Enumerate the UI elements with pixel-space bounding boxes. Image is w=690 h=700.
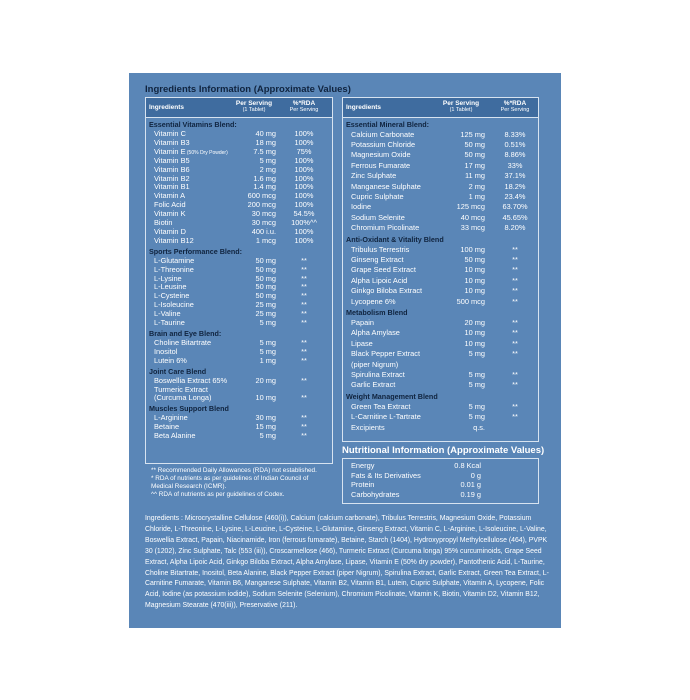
nutrient-value: 0.19 g	[460, 489, 481, 499]
nutrient-value: 0.8 Kcal	[454, 461, 481, 470]
ingredient-rda: **	[301, 431, 307, 441]
ingredient-amount: 50 mg	[255, 264, 276, 274]
ingredient-rda: **	[512, 317, 518, 327]
ingredient-name: Ginseng Extract	[351, 254, 404, 264]
table-header	[146, 98, 332, 118]
nutrient-value: 0.01 g	[460, 480, 481, 489]
ingredient-name: Beta Alanine	[154, 431, 196, 441]
ingredient-rda: 8.33%	[504, 129, 526, 139]
ingredient-name: L-Valine	[154, 309, 181, 319]
ingredient-name: Garlic Extract	[351, 380, 396, 390]
ingredient-rda: 0.51%	[504, 139, 526, 149]
ingredient-amount: 5 mg	[468, 369, 485, 379]
ingredient-name: Choline Bitartrate	[154, 337, 212, 347]
ingredient-amount: 5 mg	[259, 337, 276, 347]
ingredient-rda: **	[301, 318, 307, 327]
ingredient-rda: 100%	[294, 129, 314, 138]
ingredient-name: Lutein 6%	[154, 355, 187, 365]
ingredient-rda: **	[512, 369, 518, 379]
ingredient-rda: 100%	[294, 164, 314, 174]
ingredient-amount: 18 mg	[255, 137, 276, 147]
ingredient-rda: 100%	[294, 191, 314, 201]
ingredient-rda: **	[301, 346, 307, 356]
ingredient-name: Manganese Sulphate	[351, 181, 421, 191]
ingredient-note: (50% Dry Powder)	[185, 149, 228, 156]
ingredient-rda: 100%	[294, 226, 314, 236]
ingredient-amount: 50 mg	[464, 139, 485, 149]
ingredient-name: Tribulus Terrestris	[351, 244, 410, 254]
ingredient-name: L-Lysine	[154, 273, 182, 283]
ingredient-amount: 125 mcg	[456, 202, 485, 212]
ingredient-name: Vitamin B3	[154, 137, 190, 147]
footnote-line: * RDA of nutrients as per guidelines of Indian Council of	[151, 475, 309, 482]
ingredient-name: Grape Seed Extract	[351, 265, 416, 275]
nutrient-value: 0 g	[470, 470, 481, 480]
ingredient-rda: **	[301, 422, 307, 432]
header-rda-sub: Per Serving	[289, 107, 319, 113]
ingredient-name: Vitamin A	[154, 191, 186, 201]
ingredient-name: L-Threonine	[154, 264, 194, 274]
ingredient-amount: 11 mg	[465, 171, 485, 181]
header-rda	[282, 100, 326, 114]
ingredient-name: Ginkgo Biloba Extract	[351, 286, 423, 296]
ingredient-amount: 50 mg	[255, 291, 276, 301]
section-title: Joint Care Blend	[149, 366, 207, 376]
header-per-serving	[439, 100, 483, 114]
ingredient-rda: **	[512, 244, 518, 254]
ingredient-rda: 45.65%	[502, 212, 528, 222]
ingredient-amount: 1.4 mg	[253, 182, 276, 192]
ingredient-amount: 5 mg	[468, 401, 485, 411]
ingredient-name: Black Pepper Extract	[351, 349, 421, 359]
ingredient-amount: 25 mg	[255, 300, 276, 310]
ingredient-amount: 5 mg	[468, 349, 485, 359]
ingredient-name: Potassium Chloride	[351, 139, 416, 149]
ingredient-amount: 2 mg	[468, 181, 485, 191]
ingredient-amount: 400 i.u.	[251, 226, 276, 236]
footnote-line: ** Recommended Daily Allowances (RDA) not established.	[151, 467, 317, 474]
section-title: Weight Management Blend	[346, 392, 438, 402]
ingredient-rda: **	[512, 401, 518, 411]
ingredient-amount: 30 mg	[255, 413, 276, 423]
ingredient-name: Vitamin B2	[154, 173, 190, 183]
ingredient-name: Vitamin C	[154, 129, 186, 138]
section-title: Essential Vitamins Blend:	[149, 120, 237, 129]
ingredient-amount: 25 mg	[255, 309, 276, 319]
ingredient-rda: **	[301, 309, 307, 319]
header-per-serving-label: Per Serving	[442, 100, 480, 107]
ingredient-amount: 5 mg	[259, 155, 276, 165]
ingredient-amount: 5 mg	[468, 412, 485, 422]
ingredient-amount: 100 mg	[460, 244, 485, 254]
section-title: Essential Mineral Blend:	[346, 120, 430, 129]
ingredient-rda: **	[512, 412, 518, 422]
ingredient-rda: **	[512, 349, 518, 359]
ingredient-name: L-Isoleucine	[154, 300, 194, 310]
ingredient-rda: **	[301, 393, 307, 403]
ingredient-rda: 37.1%	[504, 171, 526, 181]
ingredient-amount: 1 mg	[468, 191, 485, 201]
ingredient-rda: **	[512, 286, 518, 296]
ingredient-rda: 8.20%	[504, 223, 526, 233]
ingredient-amount: 1.6 mg	[253, 173, 276, 183]
ingredient-name: L-Carnitine L-Tartrate	[351, 412, 421, 422]
nutrition-title: Nutritional Information (Approximate Values)	[342, 445, 545, 456]
ingredient-rda: 23.4%	[504, 191, 526, 201]
ingredient-name: L-Taurine	[154, 318, 185, 327]
ingredient-rda: 33%	[507, 160, 523, 170]
ingredient-rda: 100%	[294, 173, 314, 183]
ingredient-amount: 33 mcg	[460, 223, 485, 233]
ingredient-name: Turmeric Extract	[154, 384, 208, 394]
ingredients-table-right	[342, 97, 539, 442]
ingredient-name: Calcium Carbonate	[351, 129, 415, 139]
ingredient-amount: 50 mg	[255, 282, 276, 292]
ingredient-name: Vitamin D	[154, 226, 186, 236]
ingredient-name: Inositol	[154, 346, 178, 356]
ingredient-amount: 1 mg	[259, 355, 276, 365]
ingredient-rda: **	[512, 328, 518, 338]
ingredient-name: Excipients	[351, 422, 385, 432]
ingredient-amount: 2 mg	[259, 164, 276, 174]
ingredient-name: Cupric Sulphate	[351, 191, 404, 201]
ingredient-amount: 10 mg	[255, 393, 276, 403]
ingredient-amount: 7.5 mg	[253, 146, 276, 156]
section-title: Sports Performance Blend:	[149, 246, 243, 256]
ingredient-name: L-Cysteine	[154, 291, 190, 301]
table-header	[343, 98, 538, 118]
ingredient-name: L-Glutamine	[154, 255, 195, 265]
header-per-serving-sub: (1 Tablet)	[449, 107, 473, 113]
header-rda	[493, 100, 537, 114]
ingredient-rda: **	[301, 355, 307, 365]
ingredient-name: Vitamin E (50% Dry Powder)	[154, 146, 228, 156]
nutrient-name: Carbohydrates	[351, 489, 400, 499]
ingredient-amount: 200 mcg	[247, 200, 276, 210]
ingredient-name: Betaine	[154, 422, 180, 432]
ingredient-rda: **	[301, 264, 307, 274]
ingredient-amount: 50 mg	[255, 273, 276, 283]
ingredient-rda: **	[301, 282, 307, 292]
ingredient-name: Ferrous Fumarate	[351, 160, 411, 170]
ingredient-amount: 10 mg	[464, 338, 485, 348]
nutrient-name: Energy	[351, 461, 375, 470]
ingredient-amount: 20 mg	[255, 375, 276, 385]
header-rda-label: %*RDA	[292, 100, 316, 107]
ingredient-rda: **	[301, 273, 307, 283]
ingredient-amount: 10 mg	[464, 275, 485, 285]
ingredient-name: Vitamin B6	[154, 164, 190, 174]
ingredient-rda: 100%	[294, 200, 314, 210]
ingredient-amount: 30 mcg	[251, 209, 276, 219]
ingredient-amount: 20 mg	[464, 317, 485, 327]
ingredient-rda: 100%	[294, 235, 314, 245]
ingredient-name: Lycopene 6%	[351, 296, 396, 306]
ingredient-rda: **	[301, 300, 307, 310]
ingredient-rda: 100%	[294, 155, 314, 165]
ingredient-amount: q.s.	[473, 422, 485, 432]
ingredient-name: Vitamin B12	[154, 235, 194, 245]
ingredient-rda: 75%	[296, 146, 312, 156]
ingredient-rda: 100%	[294, 137, 314, 147]
ingredient-name: L-Arginine	[154, 413, 188, 423]
ingredient-amount: 600 mcg	[247, 191, 276, 201]
ingredient-name: Spirulina Extract	[351, 369, 405, 379]
ingredient-name: (Curcuma Longa)	[154, 393, 212, 403]
ingredient-name: Vitamin B5	[154, 155, 190, 165]
footnote-line: ^^ RDA of nutrients as per guidelines of Codex.	[151, 491, 285, 498]
ingredient-rda: **	[301, 255, 307, 265]
ingredient-rda: **	[512, 296, 518, 306]
ingredient-rda: 63.70%	[502, 202, 528, 212]
ingredient-amount: 30 mcg	[251, 218, 276, 227]
ingredient-name: Lipase	[351, 338, 373, 348]
ingredient-rda: **	[512, 265, 518, 275]
ingredient-name: Biotin	[154, 218, 173, 227]
ingredient-amount: 40 mcg	[460, 212, 485, 222]
ingredient-amount: 17 mg	[464, 160, 485, 170]
ingredient-amount: 1 mcg	[255, 235, 276, 245]
ingredient-name: Sodium Selenite	[351, 212, 405, 222]
ingredient-rda: 54.5%	[293, 209, 315, 219]
ingredient-amount: 10 mg	[464, 265, 485, 275]
ingredient-rda: 100%^^	[291, 218, 317, 227]
header-ingredients: Ingredients	[346, 104, 382, 111]
footnote-line: Medical Research (ICMR).	[151, 483, 227, 490]
ingredient-rda: 18.2%	[504, 181, 526, 191]
header-per-serving-label: Per Serving	[235, 100, 273, 107]
section-title: Muscles Support Blend	[149, 404, 229, 414]
ingredient-amount: 50 mg	[464, 254, 485, 264]
ingredients-paragraph: Ingredients : Microcrystalline Cellulose (460(i)), Calcium (calcium carbonate), Tribulus Terrestris, Magnesium Oxide, Potassium Chloride, L-Threonine, L-Lysine, L-Leucine, L-Cysteine, L-Glutamine, Ginseng Extract, Vitamin C, L-Arginine, L-Isoleucine, L-Valine, Boswellia Extract, Papain, Niacinamide, Iron (ferrous fumarate), Betaine, Starch (1404), Hydroxypropyl Methylcellulose (464), PVPK 30 (1202), Zinc Sulphate, Talc (553 (iii)), Croscarmellose (466), Turmeric Extract (Curcuma longa) 95% curcuminoids, Grape Seed Extract, Alpha Lipoic Acid, Ginkgo Biloba Extract, Alpha Amylase, Lipase, Vitamin E (50% dry powder), Pantothenic Acid, L-Taurine, Choline Bitartrate, Inositol, Beta Alanine, Black Pepper Extract (piper Nigrum), Spirulina Extract, Garlic Extract, Green Tea Extract, L-Carnitine Fumarate, Vitamin B6, Manganese Sulphate, Vitamin B2, Vitamin B1, Lutein, Cupric Sulphate, Vitamin A, Lycopene, Folic Acid, Iodine (as potassium iodide), Sodium Selenite (Selenium), Chromium Picolinate, Vitamin K, Biotin, Vitamin D2, Vitamin B12, Magnesium Stearate (470(iii)), Preservative (211).	[145, 515, 549, 610]
ingredient-name: Vitamin K	[154, 209, 186, 219]
ingredient-amount: 125 mg	[460, 129, 485, 139]
header-rda-sub: Per Serving	[500, 107, 530, 113]
ingredient-amount: 10 mg	[464, 328, 485, 338]
ingredients-title: Ingredients Information (Approximate Values)	[145, 84, 351, 95]
header-per-serving-sub: (1 Tablet)	[242, 107, 266, 113]
nutrient-name: Fats & Its Derivatives	[351, 470, 421, 480]
ingredient-name: Vitamin B1	[154, 182, 190, 192]
ingredient-name: Folic Acid	[154, 200, 186, 210]
nutrient-name: Protein	[351, 480, 375, 489]
ingredient-amount: 5 mg	[259, 431, 276, 441]
ingredient-name: (piper Nigrum)	[351, 359, 399, 369]
ingredient-rda: 8.86%	[504, 150, 526, 160]
ingredient-name: Magnesium Oxide	[351, 150, 411, 160]
ingredient-name: Green Tea Extract	[351, 401, 411, 411]
ingredient-amount: 5 mg	[468, 380, 485, 390]
ingredient-rda: **	[301, 413, 307, 423]
ingredient-amount: 5 mg	[259, 318, 276, 327]
ingredient-rda: **	[512, 338, 518, 348]
ingredient-name: Alpha Amylase	[351, 328, 400, 338]
ingredient-amount: 15 mg	[255, 422, 276, 432]
ingredient-amount: 500 mcg	[456, 296, 485, 306]
ingredient-amount: 5 mg	[259, 346, 276, 356]
ingredient-rda: 100%	[294, 182, 314, 192]
ingredient-name: Boswellia Extract 65%	[154, 375, 228, 385]
ingredients-table-left	[145, 97, 333, 464]
section-title: Brain and Eye Blend:	[149, 328, 222, 338]
ingredient-rda: **	[512, 275, 518, 285]
ingredient-rda: **	[301, 291, 307, 301]
ingredient-name: Papain	[351, 317, 375, 327]
ingredient-rda: **	[512, 380, 518, 390]
ingredient-name: Iodine	[351, 202, 372, 212]
header-per-serving	[232, 100, 276, 114]
ingredient-name: Zinc Sulphate	[351, 171, 397, 181]
ingredient-name: Chromium Picolinate	[351, 223, 420, 233]
header-rda-label: %*RDA	[503, 100, 527, 107]
ingredient-name: Alpha Lipoic Acid	[351, 275, 408, 285]
ingredient-amount: 50 mg	[464, 150, 485, 160]
ingredient-name: L-Leusine	[154, 282, 187, 292]
ingredient-amount: 50 mg	[255, 255, 276, 265]
ingredient-amount: 40 mg	[255, 129, 276, 138]
section-title: Anti-Oxidant & Vitality Blend	[346, 235, 444, 244]
ingredient-rda: **	[301, 375, 307, 385]
ingredient-amount: 10 mg	[464, 286, 485, 296]
nutrition-table	[342, 458, 539, 504]
section-title: Metabolism Blend	[346, 308, 408, 318]
ingredient-rda: **	[301, 337, 307, 347]
ingredient-rda: **	[512, 254, 518, 264]
header-ingredients: Ingredients	[149, 104, 185, 111]
